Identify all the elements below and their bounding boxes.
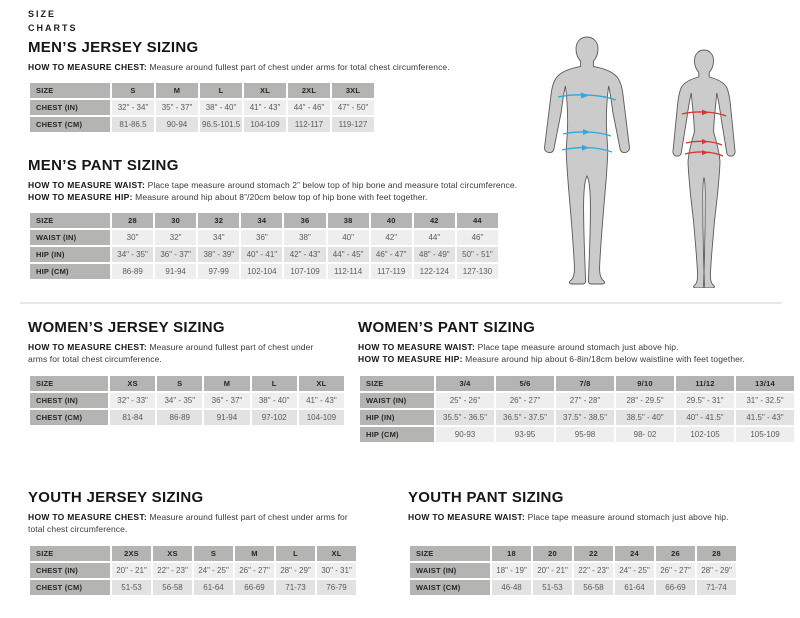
- male-figure: [536, 35, 638, 292]
- youth-jersey-size-table: [28, 544, 358, 597]
- section-title: YOUTH PANT SIZING: [408, 489, 564, 506]
- row-label-cell: CHEST (IN): [30, 100, 110, 115]
- size-column-header: 36: [284, 213, 325, 228]
- page-title-line2: CHARTS: [28, 22, 78, 33]
- size-value-cell: 29.5" - 31": [676, 393, 734, 408]
- mens-pant-size-table: [28, 211, 500, 281]
- size-value-cell: 37.5" - 38.5": [556, 410, 614, 425]
- row-label-cell: HIP (CM): [30, 264, 110, 279]
- howto-label: HOW TO MEASURE WAIST:: [408, 512, 526, 522]
- size-value-cell: 28" - 29": [697, 563, 736, 578]
- howto-label: HOW TO MEASURE WAIST:: [358, 342, 476, 352]
- size-value-cell: 26" - 27": [496, 393, 554, 408]
- size-value-cell: 46" - 47": [371, 247, 412, 262]
- size-column-header: 30: [155, 213, 196, 228]
- size-value-cell: 81-86.5: [112, 117, 154, 132]
- size-value-cell: 127-130: [457, 264, 498, 279]
- page-title-line1: SIZE: [28, 9, 57, 19]
- size-value-cell: 36" - 37": [204, 393, 249, 408]
- size-column-header: L: [252, 376, 297, 391]
- row-label-cell: CHEST (IN): [30, 563, 110, 578]
- table-row: [360, 410, 794, 425]
- size-value-cell: 46": [457, 230, 498, 245]
- size-value-cell: 97-102: [252, 410, 297, 425]
- howto-text: Measure around hip about 6-8in/18cm below waistline with feet together.: [462, 353, 745, 364]
- howto-line: [28, 512, 363, 536]
- size-value-cell: 32" - 34": [112, 100, 154, 115]
- row-label-cell: HIP (IN): [360, 410, 434, 425]
- size-column-header: S: [194, 546, 233, 561]
- size-value-cell: 112-114: [328, 264, 369, 279]
- size-column-header: 3/4: [436, 376, 494, 391]
- size-value-cell: 32": [155, 230, 196, 245]
- size-value-cell: 24" - 25": [615, 563, 654, 578]
- size-column-header: 32: [198, 213, 239, 228]
- size-value-cell: 61-64: [615, 580, 654, 595]
- howto-line: [28, 192, 548, 204]
- section-divider: [20, 302, 782, 304]
- size-column-header: 2XS: [112, 546, 151, 561]
- size-column-header: 28: [697, 546, 736, 561]
- howto-block: [28, 62, 528, 74]
- size-label-header: SIZE: [30, 546, 110, 561]
- table-row: [30, 230, 498, 245]
- row-label-cell: CHEST (IN): [30, 393, 108, 408]
- size-value-cell: 30" - 31": [317, 563, 356, 578]
- size-value-cell: 86-89: [157, 410, 202, 425]
- size-column-header: 20: [533, 546, 572, 561]
- size-value-cell: 61-64: [194, 580, 233, 595]
- size-value-cell: 107-109: [284, 264, 325, 279]
- section-title: MEN’S JERSEY SIZING: [28, 39, 199, 56]
- size-value-cell: 41.5" - 43": [736, 410, 794, 425]
- howto-label: HOW TO MEASURE HIP:: [28, 191, 133, 202]
- size-label-header: SIZE: [30, 376, 108, 391]
- size-value-cell: 104-109: [299, 410, 344, 425]
- size-value-cell: 32" - 33": [110, 393, 155, 408]
- size-value-cell: 38" - 39": [198, 247, 239, 262]
- section-title: WOMEN’S PANT SIZING: [358, 319, 536, 336]
- size-column-header: 22: [574, 546, 613, 561]
- howto-label: HOW TO MEASURE CHEST:: [28, 512, 148, 522]
- table-header-row: [30, 546, 356, 561]
- size-column-header: 34: [241, 213, 282, 228]
- size-value-cell: 91-94: [204, 410, 249, 425]
- howto-line: [358, 354, 796, 366]
- size-value-cell: 66-69: [656, 580, 695, 595]
- size-column-header: 38: [328, 213, 369, 228]
- size-column-header: XL: [299, 376, 344, 391]
- size-value-cell: 95-98: [556, 427, 614, 442]
- table-row: [360, 393, 794, 408]
- size-value-cell: 20" - 21": [112, 563, 151, 578]
- size-value-cell: 56-58: [153, 580, 192, 595]
- size-column-header: 13/14: [736, 376, 794, 391]
- table-row: [410, 580, 736, 595]
- size-column-header: L: [276, 546, 315, 561]
- size-column-header: L: [200, 83, 242, 98]
- size-value-cell: 36" - 37": [155, 247, 196, 262]
- womens-pant-size-table: [358, 374, 796, 444]
- table-row: [410, 563, 736, 578]
- table-row: [30, 117, 374, 132]
- size-value-cell: 51-53: [533, 580, 572, 595]
- size-column-header: 9/10: [616, 376, 674, 391]
- size-value-cell: 47" - 50": [332, 100, 374, 115]
- size-column-header: 28: [112, 213, 153, 228]
- table-row: [30, 100, 374, 115]
- section-title: YOUTH JERSEY SIZING: [28, 489, 204, 506]
- size-value-cell: 97-99: [198, 264, 239, 279]
- table-row: [30, 563, 356, 578]
- howto-text: Measure around fullest part of chest under arms for total chest circumference.: [28, 512, 348, 534]
- size-value-cell: 44" - 45": [328, 247, 369, 262]
- size-column-header: 40: [371, 213, 412, 228]
- size-value-cell: 90-93: [436, 427, 494, 442]
- size-column-header: S: [112, 83, 154, 98]
- size-label-header: SIZE: [360, 376, 434, 391]
- size-value-cell: 71-74: [697, 580, 736, 595]
- size-value-cell: 40" - 41": [241, 247, 282, 262]
- size-value-cell: 22" - 23": [574, 563, 613, 578]
- section-title: WOMEN’S JERSEY SIZING: [28, 319, 225, 336]
- size-value-cell: 44": [414, 230, 455, 245]
- size-value-cell: 102-104: [241, 264, 282, 279]
- row-label-cell: CHEST (CM): [30, 580, 110, 595]
- table-row: [30, 247, 498, 262]
- table-row: [30, 264, 498, 279]
- size-value-cell: 50" - 51": [457, 247, 498, 262]
- size-value-cell: 40": [328, 230, 369, 245]
- howto-label: HOW TO MEASURE WAIST:: [28, 180, 146, 190]
- size-value-cell: 25" - 26": [436, 393, 494, 408]
- size-value-cell: 27" - 28": [556, 393, 614, 408]
- size-value-cell: 104-109: [244, 117, 286, 132]
- size-value-cell: 81-84: [110, 410, 155, 425]
- size-value-cell: 35.5" - 36.5": [436, 410, 494, 425]
- youth-pant-size-table: [408, 544, 738, 597]
- size-column-header: 18: [492, 546, 531, 561]
- howto-block: [28, 512, 363, 537]
- size-value-cell: 18" - 19": [492, 563, 531, 578]
- size-value-cell: 38" - 40": [252, 393, 297, 408]
- howto-block: [358, 342, 796, 367]
- size-value-cell: 38" - 40": [200, 100, 242, 115]
- size-label-header: SIZE: [30, 83, 110, 98]
- section-womens-pant: [358, 320, 796, 444]
- size-value-cell: 93-95: [496, 427, 554, 442]
- size-column-header: S: [157, 376, 202, 391]
- size-value-cell: 31" - 32.5": [736, 393, 794, 408]
- size-label-header: SIZE: [410, 546, 490, 561]
- size-column-header: 42: [414, 213, 455, 228]
- section-youth-pant: [408, 490, 748, 597]
- howto-text: Place tape measure around stomach just above hip.: [525, 512, 729, 522]
- howto-text: Place tape measure around stomach 2” below top of hip bone and measure total circumference.: [145, 180, 518, 190]
- size-value-cell: 119-127: [332, 117, 374, 132]
- size-column-header: XS: [110, 376, 155, 391]
- table-header-row: [360, 376, 794, 391]
- howto-label: HOW TO MEASURE CHEST:: [28, 62, 148, 72]
- size-value-cell: 36": [241, 230, 282, 245]
- size-column-header: 44: [457, 213, 498, 228]
- size-column-header: XL: [244, 83, 286, 98]
- size-value-cell: 76-79: [317, 580, 356, 595]
- howto-text: Measure around fullest part of chest under arms for total chest circumference.: [28, 342, 314, 364]
- size-value-cell: 38.5" - 40": [616, 410, 674, 425]
- section-womens-jersey: [28, 319, 337, 427]
- table-header-row: [30, 83, 374, 98]
- page-title: [28, 8, 78, 35]
- size-value-cell: 96.5-101.5: [200, 117, 242, 132]
- size-column-header: M: [156, 83, 198, 98]
- male-silhouette-icon: [536, 35, 638, 287]
- row-label-cell: WAIST (IN): [410, 563, 490, 578]
- howto-label: HOW TO MEASURE HIP:: [358, 353, 463, 364]
- size-column-header: M: [204, 376, 249, 391]
- howto-text: Place tape measure around stomach just above hip.: [475, 342, 679, 352]
- size-value-cell: 26" - 27": [235, 563, 274, 578]
- size-value-cell: 117-119: [371, 264, 412, 279]
- size-label-header: SIZE: [30, 213, 110, 228]
- size-column-header: XS: [153, 546, 192, 561]
- size-value-cell: 48" - 49": [414, 247, 455, 262]
- size-value-cell: 41" - 43": [299, 393, 344, 408]
- size-value-cell: 90-94: [156, 117, 198, 132]
- section-youth-jersey: [28, 490, 368, 597]
- howto-block: [28, 180, 548, 204]
- size-value-cell: 24" - 25": [194, 563, 233, 578]
- size-column-header: XL: [317, 546, 356, 561]
- row-label-cell: CHEST (CM): [30, 117, 110, 132]
- size-column-header: 26: [656, 546, 695, 561]
- size-value-cell: 98- 02: [616, 427, 674, 442]
- table-row: [30, 393, 344, 408]
- table-row: [30, 410, 344, 425]
- row-label-cell: WAIST (CM): [410, 580, 490, 595]
- size-value-cell: 22" - 23": [153, 563, 192, 578]
- size-value-cell: 28" - 29": [276, 563, 315, 578]
- howto-label: HOW TO MEASURE CHEST:: [28, 342, 148, 352]
- table-header-row: [30, 213, 498, 228]
- row-label-cell: HIP (CM): [360, 427, 434, 442]
- size-column-header: 24: [615, 546, 654, 561]
- size-value-cell: 38": [284, 230, 325, 245]
- size-column-header: 7/8: [556, 376, 614, 391]
- size-value-cell: 86-89: [112, 264, 153, 279]
- table-row: [360, 427, 794, 442]
- row-label-cell: WAIST (IN): [360, 393, 434, 408]
- size-value-cell: 105-109: [736, 427, 794, 442]
- howto-text: Measure around hip about 8”/20cm below top of hip bone with feet together.: [132, 191, 428, 202]
- table-header-row: [30, 376, 344, 391]
- section-mens-jersey: [28, 40, 528, 134]
- howto-line: [28, 62, 528, 74]
- size-value-cell: 51-53: [112, 580, 151, 595]
- size-column-header: 3XL: [332, 83, 374, 98]
- size-value-cell: 91-94: [155, 264, 196, 279]
- howto-text: Measure around fullest part of chest under arms for total chest circumference.: [147, 62, 450, 72]
- womens-jersey-size-table: [28, 374, 346, 427]
- size-value-cell: 34" - 35": [112, 247, 153, 262]
- size-value-cell: 44" - 46": [288, 100, 330, 115]
- size-value-cell: 40" - 41.5": [676, 410, 734, 425]
- size-value-cell: 34" - 35": [157, 393, 202, 408]
- size-value-cell: 122-124: [414, 264, 455, 279]
- size-value-cell: 28" - 29.5": [616, 393, 674, 408]
- howto-line: [28, 342, 333, 366]
- section-mens-pant: [28, 158, 548, 281]
- size-value-cell: 56-58: [574, 580, 613, 595]
- size-value-cell: 42" - 43": [284, 247, 325, 262]
- howto-line: [408, 512, 748, 524]
- size-value-cell: 102-105: [676, 427, 734, 442]
- size-value-cell: 36.5" - 37.5": [496, 410, 554, 425]
- size-value-cell: 30": [112, 230, 153, 245]
- size-value-cell: 34": [198, 230, 239, 245]
- size-value-cell: 71-73: [276, 580, 315, 595]
- size-value-cell: 46-48: [492, 580, 531, 595]
- size-value-cell: 41" - 43": [244, 100, 286, 115]
- size-column-header: 11/12: [676, 376, 734, 391]
- size-column-header: 2XL: [288, 83, 330, 98]
- size-value-cell: 112-117: [288, 117, 330, 132]
- female-silhouette-icon: [662, 48, 746, 288]
- howto-block: [28, 342, 333, 367]
- size-column-header: 5/6: [496, 376, 554, 391]
- size-value-cell: 66-69: [235, 580, 274, 595]
- howto-line: [358, 342, 796, 354]
- row-label-cell: HIP (IN): [30, 247, 110, 262]
- size-value-cell: 26" - 27": [656, 563, 695, 578]
- row-label-cell: WAIST (IN): [30, 230, 110, 245]
- size-value-cell: 20" - 21": [533, 563, 572, 578]
- size-column-header: M: [235, 546, 274, 561]
- female-figure: [662, 48, 746, 293]
- row-label-cell: CHEST (CM): [30, 410, 108, 425]
- table-header-row: [410, 546, 736, 561]
- table-row: [30, 580, 356, 595]
- howto-block: [408, 512, 748, 537]
- size-value-cell: 35" - 37": [156, 100, 198, 115]
- howto-line: [28, 180, 548, 192]
- mens-jersey-size-table: [28, 81, 376, 134]
- section-title: MEN’S PANT SIZING: [28, 157, 179, 174]
- size-value-cell: 42": [371, 230, 412, 245]
